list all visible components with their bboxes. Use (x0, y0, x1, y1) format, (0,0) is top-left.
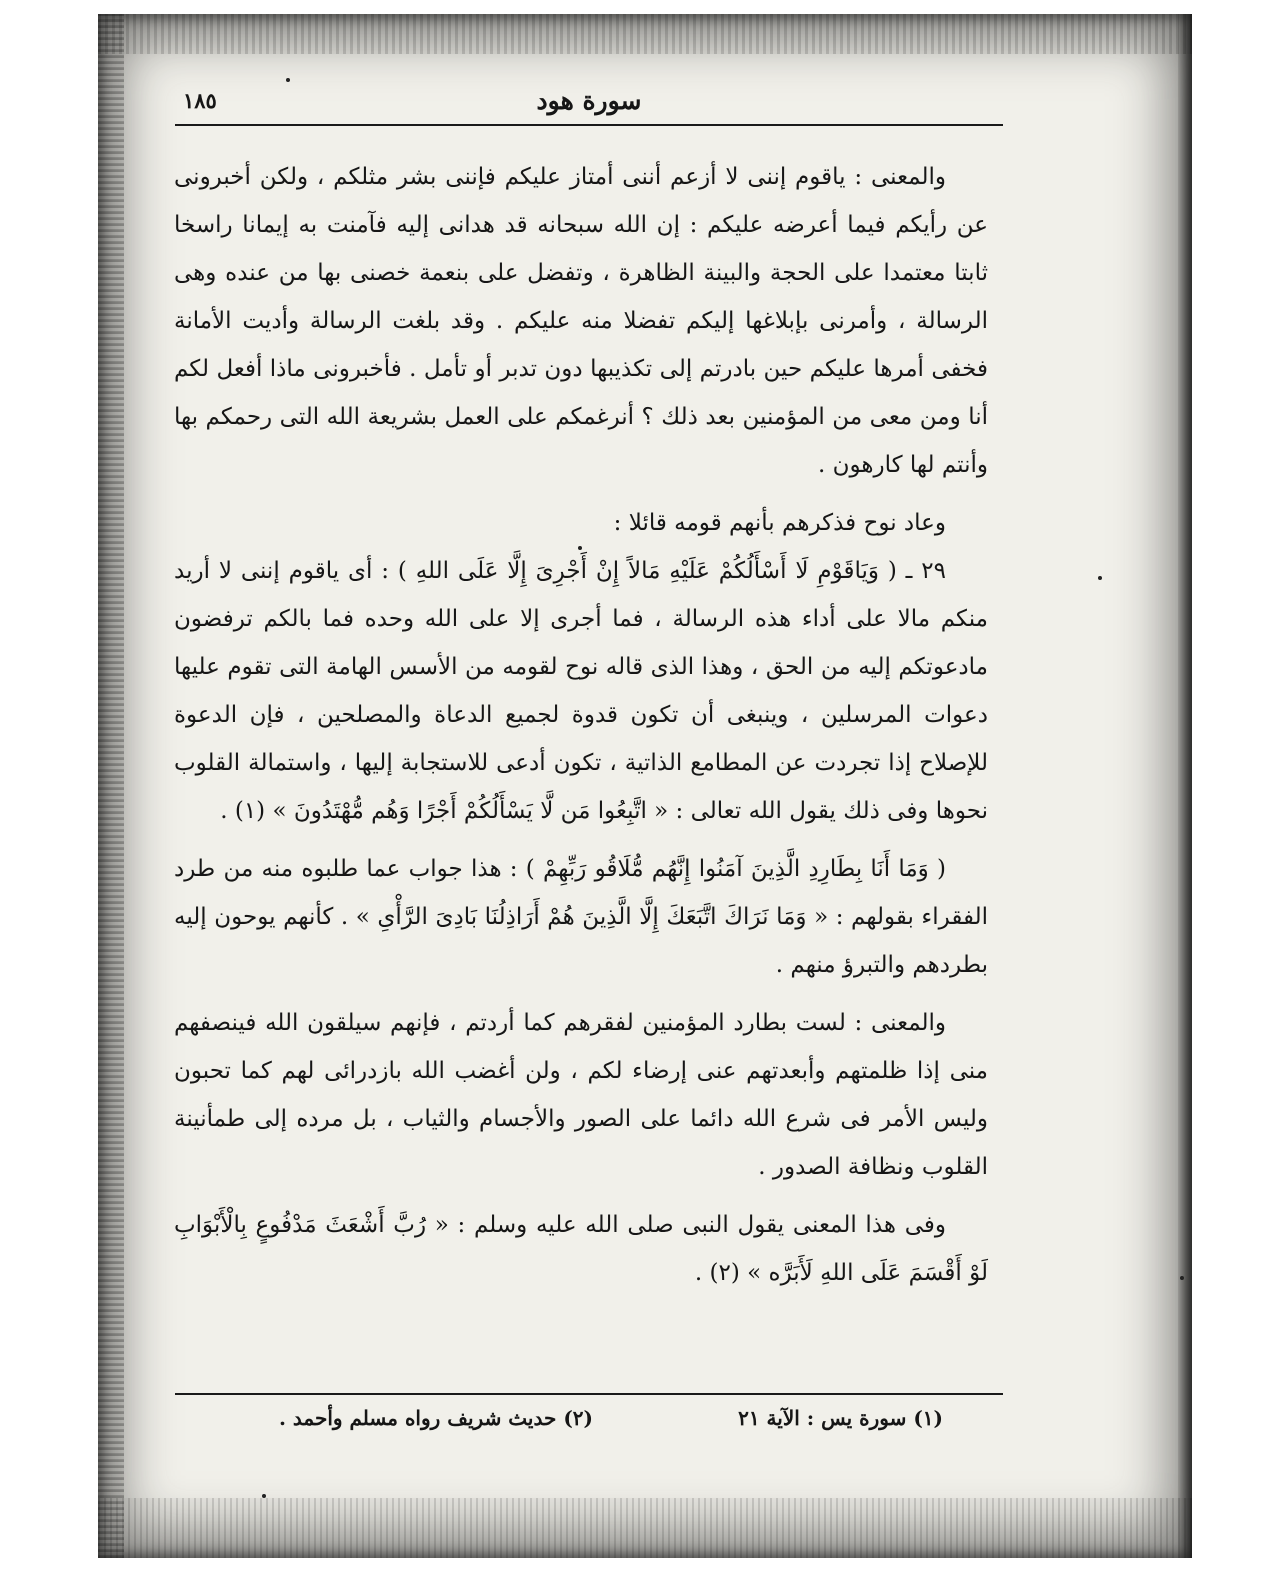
footnote-1: (١) سورة يس : الآية ٢١ (738, 1406, 943, 1430)
paragraph: والمعنى : لست بطارد المؤمنين لفقرهم كما أردتم ، فإنهم سيلقون الله فينصفهم منى إذا ظلمتهم وأبعدتهم عنى إرضاء لكم ، ولن أغضب الله بازدرائى لهم كما تحبون وليس الأمر فى شرع الله دائما على الصور والأجسام والثياب ، بل مرده إلى طمأنينة القلوب ونظافة الصدور . (174, 1010, 988, 1180)
paragraph: ٢٩ ـ ( وَيَاقَوْمِ لَا أَسْأَلُكُمْ عَلَيْهِ مَالاً إِنْ أَجْرِىَ إِلَّا عَلَى اللهِ ) : أى ياقوم إننى لا أريد منكم مالا على أداء هذه الرسالة ، فما أجرى إلا على الله وحده فما بالكم ترفضون مادعوتكم إليه من الحق ، وهذا الذى قاله نوح لقومه من الأسس الهامة التى تقوم عليها دعوات المرسلين ، وينبغى أن تكون قدوة لجميع الدعاة والمصلحين ، فإن الدعوة للإصلاح إذا تجردت عن المطامع الذاتية ، تكون أدعى للاستجابة إليها ، واستمالة القلوب نحوها وفى ذلك يقول الله تعالى : « اتَّبِعُوا مَن لَّا يَسْأَلُكُمْ أَجْرًا وَهُم مُّهْتَدُونَ » (١) . (174, 558, 988, 824)
scan-shadow-top (98, 14, 1192, 54)
running-title: سورة هود (536, 86, 642, 115)
paragraph: وعاد نوح فذكرهم بأنهم قومه قائلا : (613, 510, 946, 536)
scan-shadow-right (1178, 14, 1192, 1558)
paragraph: ( وَمَا أَنَا بِطَارِدِ الَّذِينَ آمَنُوا إِنَّهُم مُّلَاقُو رَبِّهِمْ ) : هذا جواب عما طلبوه منه من طرد الفقراء بقولهم : « وَمَا نَرَاكَ اتَّبَعَكَ إِلَّا الَّذِينَ هُمْ أَرَاذِلُنَا بَادِىَ الرَّأْىِ » . كأنهم يوحون إليه بطردهم والتبرؤ منهم . (174, 856, 988, 978)
footnote-2: (٢) حديث شريف رواه مسلم وأحمد . (278, 1406, 593, 1430)
scan-speck (1180, 1276, 1184, 1280)
main-text (174, 153, 988, 1297)
scan-shadow-left (98, 14, 124, 1558)
scan-speck (1098, 576, 1102, 580)
paragraph: وفى هذا المعنى يقول النبى صلى الله عليه وسلم : « رُبَّ أَشْعَثَ مَدْفُوعٍ بِالْأَبْوَابِ لَوْ أَقْسَمَ عَلَى اللهِ لَأَبَرَّه » (٢) . (174, 1212, 988, 1286)
footnote-rule (175, 1393, 1003, 1395)
paragraph: والمعنى : ياقوم إننى لا أزعم أننى أمتاز عليكم فإننى بشر مثلكم ، ولكن أخبرونى عن رأيكم فيما أعرضه عليكم : إن الله سبحانه قد هدانى إليه فآمنت به إيمانا راسخا ثابتا معتمدا على الحجة والبينة الظاهرة ، وتفضل على بنعمة خصنى بها من عنده وهى الرسالة ، وأمرنى بإبلاغها إليكم تفضلا منه عليكم . وقد بلغت الرسالة وأديت الأمانة فخفى أمرها عليكم حين بادرتم إلى تكذيبها دون تدبر أو تأمل . فأخبرونى ماذا أفعل لكم أنا ومن معى من المؤمنين بعد ذلك ؟ أنرغمكم على العمل بشريعة الله التى رحمكم بها وأنتم لها كارهون . (174, 164, 988, 478)
header-rule (175, 124, 1003, 126)
page-header (175, 86, 1003, 126)
scan-shadow-bottom (98, 1498, 1192, 1558)
footnotes (175, 1402, 1003, 1442)
scan-speck (262, 1494, 266, 1498)
scan-speck (286, 78, 290, 82)
page-number: ١٨٥ (183, 88, 217, 113)
